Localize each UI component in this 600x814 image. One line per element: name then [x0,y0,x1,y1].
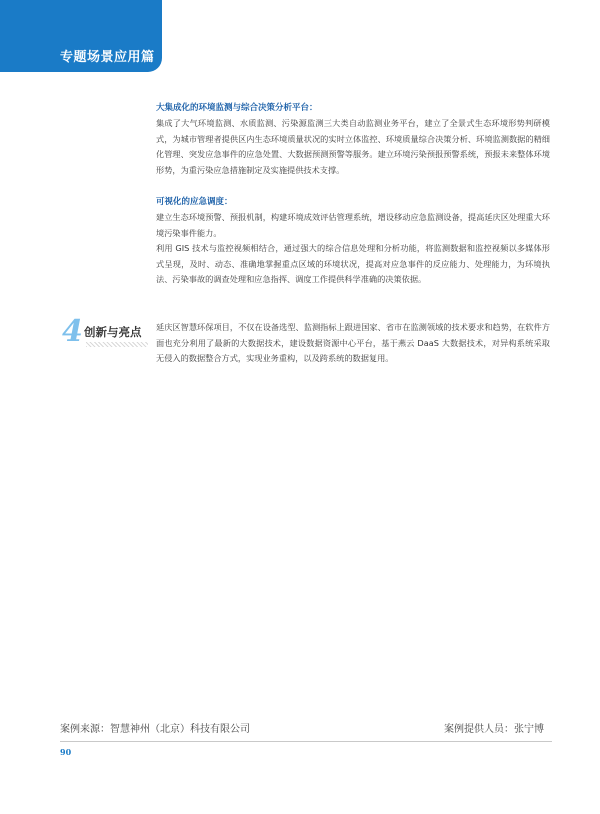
section-body-innovation: 延庆区智慧环保项目，不仅在设备选型、监测指标上跟进国家、省市在监测领域的技术要求和趋势，在软件方面也充分利用了最新的大数据技术，建设数据资源中心平台，基于燕云 DaaS 大数据技术，对异构系统采取无侵入的数据整合方式，实现业务重构，以及跨系统的数据复用。 [156,322,550,363]
section-marker [60,314,150,349]
footer-divider [60,741,552,742]
section-body-platform: 集成了大气环境监测、水质监测、污染源监测三大类自动监测业务平台，建立了全景式生态环境形势判研模式，为城市管理者提供区内生态环境质量状况的实时立体监控、环境质量综合决策分析、环境监测数据的精细化管理、突发应急事件的应急处置、大数据预测预警等服务。建立环境污染预报预警系统，预报未来整体环境形势，为重污染应急措施制定及实施提供技术支撑。 [156,118,550,175]
section-title-innovation: 创新与亮点 [84,325,142,339]
section-body-emergency-2: 利用 GIS 技术与监控视频相结合，通过强大的综合信息处理和分析功能，将监测数据和监控视频以多媒体形式呈现，及时、动态、准确地掌握重点区域的环境状况，提高对应急事件的反应能力、处理能力，为环境执法、污染事故的调查处理和应急指挥、调度工作提供科学准确的决策依据。 [156,243,550,284]
case-provider: 案例提供人员：张宁博 [444,724,544,735]
section-heading-emergency: 可视化的应急调度： [156,197,233,207]
decorative-hatch-bar [86,342,148,347]
section-category-title: 专题场景应用篇 [60,50,155,65]
case-source: 案例来源：智慧神州（北京）科技有限公司 [60,724,250,735]
header-tab [0,0,162,72]
section-platform [156,101,550,178]
section-body-emergency-1: 建立生态环境预警、预报机制，构建环境成效评估管理系统，增设移动应急监测设备，提高延庆区处理重大环境污染事件能力。 [156,212,550,238]
page-number: 90 [60,747,72,757]
section-number: 4 [62,314,83,349]
section-heading-platform: 大集成化的环境监测与综合决策分析平台： [156,103,318,113]
section-innovation [156,320,550,367]
section-emergency [156,195,550,288]
